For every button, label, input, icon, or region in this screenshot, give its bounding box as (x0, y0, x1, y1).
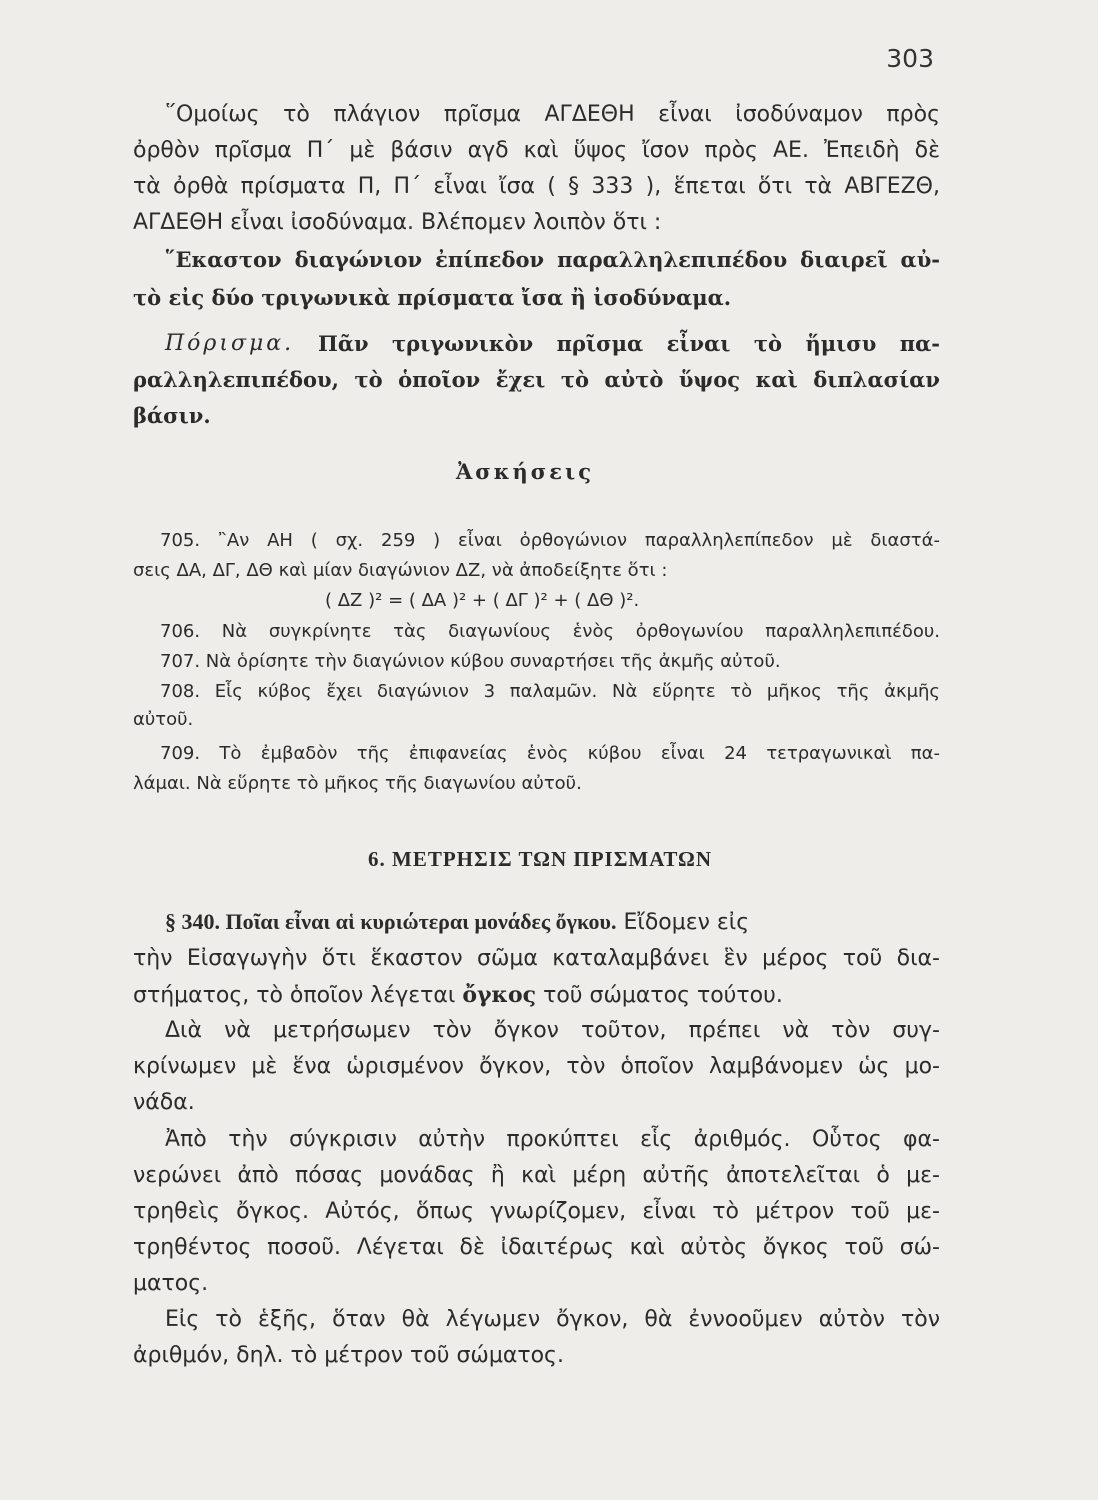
exercise-line: 708. Εἷς κύβος ἔχει διαγώνιον 3 παλαμῶν. Νὰ εὕρητε τὸ μῆκος τῆς ἀκμῆς (160, 681, 940, 702)
text-span: στήματος, τὸ ὁποῖον λέγεται (133, 983, 456, 1008)
text-line: ἀριθμόν, δηλ. τὸ μέτρον τοῦ σώματος. (133, 1343, 564, 1368)
text-line: Ἀπὸ τὴν σύγκρισιν αὐτὴν προκύπτει εἷς ἀριθμός. Οὗτος φα- (165, 1127, 940, 1152)
text-line (133, 981, 783, 1010)
text-line: ΑΓΔΕΘΗ εἶναι ἰσοδύναμα. Βλέπομεν λοιπὸν ὅτι : (133, 210, 662, 235)
exercise-formula: ( ΔΖ )² = ( ΔΑ )² + ( ΔΓ )² + ( ΔΘ )². (325, 590, 640, 611)
text-line: τρηθέντος ποσοῦ. Λέγεται δὲ ἰδαιτέρως καὶ αὐτὸς ὄγκος τοῦ σώ- (133, 1235, 940, 1260)
text-line: τὴν Εἰσαγωγὴν ὅτι ἕκαστον σῶμα καταλαμβάνει ἓν μέρος τοῦ δια- (133, 946, 940, 971)
section-340-line (165, 908, 749, 937)
exercise-line: 707. Νὰ ὁρίσητε τὴν διαγώνιον κύβου συναρτήσει τῆς ἀκμῆς αὐτοῦ. (160, 651, 781, 672)
text-span: Εἴδομεν εἰς (623, 910, 750, 935)
text-line: ματος. (133, 1271, 209, 1296)
text-line: νάδα. (133, 1090, 195, 1115)
text-line: τὰ ὀρθὰ πρίσματα Π, Π΄ εἶναι ἴσα ( § 333 ), ἕπεται ὅτι τὰ ΑΒΓΕΖΘ, (133, 174, 940, 199)
exercise-line: 705. ῍Αν ΑΗ ( σχ. 259 ) εἶναι ὀρθογώνιον παραλληλεπίπεδον μὲ διαστά- (160, 530, 940, 551)
exercise-line: σεις ΔΑ, ΔΓ, ΔΘ καὶ μίαν διαγώνιον ΔΖ, νὰ ἀποδείξητε ὅτι : (133, 560, 668, 581)
section-340-title: § 340. Ποῖαι εἶναι αἱ κυριώτεραι μονάδες ὄγκου. (165, 909, 617, 934)
exercise-line: αὐτοῦ. (133, 709, 194, 730)
text-span: τοῦ σώματος τούτου. (543, 983, 783, 1008)
text-line: ῞Ομοίως τὸ πλάγιον πρῖσμα ΑΓΔΕΘΗ εἶναι ἰσοδύναμον πρὸς (165, 102, 940, 127)
exercises-heading: Ἀσκήσεις (456, 459, 594, 484)
porisma-label: Πόρισμα. (165, 331, 295, 356)
section-heading: 6. ΜΕΤΡΗΣΙΣ ΤΩΝ ΠΡΙΣΜΑΤΩΝ (368, 847, 712, 871)
exercise-line: 706. Νὰ συγκρίνητε τὰς διαγωνίους ἑνὸς ὀρθογωνίου παραλληλεπιπέδου. (160, 621, 940, 642)
theorem-line: ῞Εκαστον διαγώνιον ἐπίπεδον παραλληλεπιπέδου διαιρεῖ αὐ- (165, 247, 940, 272)
text-line: τρηθεὶς ὄγκος. Αὐτός, ὅπως γνωρίζομεν, εἶναι τὸ μέτρον τοῦ με- (133, 1199, 940, 1224)
bold-term: ὄγκος (462, 982, 537, 1008)
text-line: Εἰς τὸ ἑξῆς, ὅταν θὰ λέγωμεν ὄγκον, θὰ ἐννοοῦμεν αὐτὸν τὸν (165, 1307, 940, 1332)
text-line: ὀρθὸν πρῖσμα Π΄ μὲ βάσιν αγδ καὶ ὕψος ἴσον πρὸς ΑΕ. Ἐπειδὴ δὲ (133, 138, 940, 163)
text-line: Διὰ νὰ μετρήσωμεν τὸν ὄγκον τοῦτον, πρέπει νὰ τὸν συγ- (165, 1018, 940, 1043)
porisma-line: ραλληλεπιπέδου, τὸ ὁποῖον ἔχει τὸ αὐτὸ ὕψος καὶ διπλασίαν (133, 367, 940, 392)
theorem-line: τὸ εἰς δύο τριγωνικὰ πρίσματα ἴσα ἢ ἰσοδύναμα. (133, 285, 732, 310)
page-number: 303 (886, 44, 934, 73)
porisma-line: βάσιν. (133, 403, 211, 428)
exercise-line: 709. Τὸ ἐμβαδὸν τῆς ἐπιφανείας ἑνὸς κύβου εἶναι 24 τετραγωνικαὶ πα- (160, 743, 940, 764)
text-line: νερώνει ἀπὸ πόσας μονάδας ἢ καὶ μέρη αὐτῆς ἀποτελεῖται ὁ με- (133, 1163, 940, 1188)
text-line: κρίνωμεν μὲ ἕνα ὡρισμένον ὄγκον, τὸν ὁποῖον λαμβάνομεν ὡς μο- (133, 1054, 940, 1079)
porisma-line: Πᾶν τριγωνικὸν πρῖσμα εἶναι τὸ ἥμισυ πα- (318, 331, 940, 356)
exercise-line: λάμαι. Νὰ εὕρητε τὸ μῆκος τῆς διαγωνίου αὐτοῦ. (133, 773, 582, 794)
